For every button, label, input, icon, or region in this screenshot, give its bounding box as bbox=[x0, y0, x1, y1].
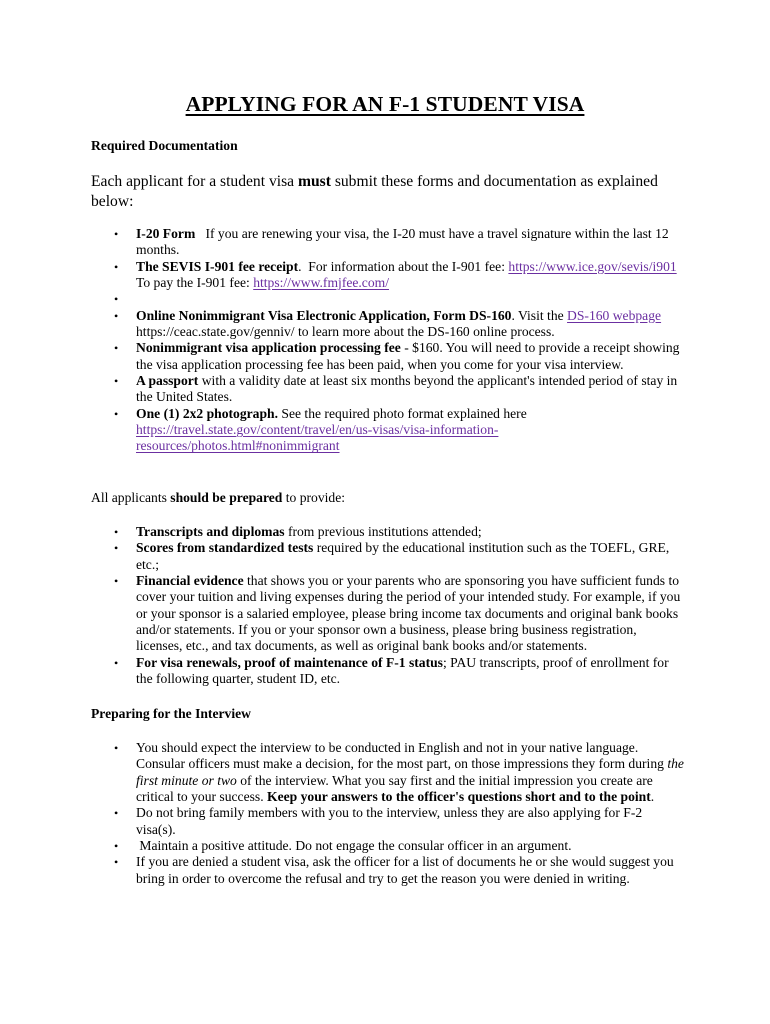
bullet: • bbox=[114, 292, 119, 307]
list-item-english bbox=[114, 740, 684, 805]
list-item-sevis bbox=[114, 258, 684, 292]
list-item-visa-denied bbox=[114, 854, 684, 887]
required-intro-text-2: submit these forms and documentation as explained below: bbox=[91, 173, 658, 210]
list-item-transcripts bbox=[114, 524, 684, 540]
bullet: • bbox=[114, 406, 119, 421]
list-item-ds160 bbox=[114, 307, 684, 341]
sevis-label: The SEVIS I-901 fee receipt bbox=[136, 258, 299, 274]
english-emphasis: Keep your answers to the officer's questions short and to the point bbox=[267, 789, 651, 805]
bullet: • bbox=[114, 227, 119, 241]
test-scores-text: required by the educational institution such as the TOEFL, GRE, etc.; bbox=[136, 540, 670, 572]
required-documentation-heading: Required Documentation bbox=[91, 138, 238, 153]
financial-evidence-text: that shows you or your parents who are sponsoring you have sufficient funds to cover your tuition and living expenses during the period of your intended study. For example, if you or your sponsor is a salaried employee, please bring income tax documents and original bank books and/or statements. If you or your sponsor own a business, please bring business registration, licenses, etc., and tax documents, as well as original bank books and/or statements. bbox=[136, 573, 681, 654]
transcripts-text: from previous institutions attended; bbox=[284, 524, 482, 539]
prepared-intro-emphasis: should be prepared bbox=[170, 490, 283, 505]
list-item-positive-attitude bbox=[114, 838, 684, 854]
list-item-empty bbox=[114, 291, 684, 307]
bullet: • bbox=[114, 374, 119, 389]
i20-text: If you are renewing your visa, the I-20 must have a travel signature within the last 12 months. bbox=[136, 226, 673, 258]
list-item-photograph bbox=[114, 405, 684, 455]
list-item-i20 bbox=[114, 226, 684, 259]
processing-fee-text: - $160. You will need to provide a receipt showing the visa application processing fee has been paid, when you come for your visa interview. bbox=[136, 340, 680, 372]
english-italic: the first minute or two bbox=[136, 756, 684, 788]
list-item-financial-evidence bbox=[114, 573, 684, 655]
list-item-visa-renewals bbox=[114, 654, 684, 688]
bullet: • bbox=[114, 341, 119, 356]
bullet: • bbox=[114, 574, 119, 589]
prepare-to-provide-list bbox=[114, 524, 684, 687]
list-item-family-members bbox=[114, 805, 684, 838]
passport-text: with a validity date at least six months beyond the applicant's intended period of stay in the United States. bbox=[136, 373, 678, 405]
sevis-i901-link[interactable]: https://www.ice.gov/sevis/i901 bbox=[508, 258, 677, 274]
english-text-1: You should expect the interview to be conducted in English and not in your native language. Consular officers must make a decision, for the most part, on those impressions they form during bbox=[136, 740, 668, 772]
ds160-text: . Visit the bbox=[511, 307, 568, 323]
test-scores-label: Scores from standardized tests bbox=[136, 540, 314, 556]
required-intro bbox=[91, 172, 676, 211]
bullet: • bbox=[114, 855, 119, 870]
english-text-2: of the interview. What you say first and the initial impression you create are critical to your success. bbox=[136, 772, 653, 805]
bullet: • bbox=[114, 806, 119, 821]
visa-renewals-label: For visa renewals, proof of maintenance of F-1 status bbox=[136, 654, 443, 670]
bullet: • bbox=[114, 259, 119, 274]
english-text-3: . bbox=[650, 789, 655, 805]
required-documents-list bbox=[114, 226, 684, 455]
bullet: • bbox=[114, 839, 119, 854]
bullet: • bbox=[114, 541, 119, 556]
sevis-text: . For information about the I-901 fee: bbox=[298, 258, 509, 274]
photograph-text: See the required photo format explained here bbox=[278, 405, 527, 421]
prepared-intro-text-2: to provide: bbox=[282, 490, 346, 505]
prepared-intro-text-1: All applicants bbox=[91, 490, 171, 505]
processing-fee-label: Nonimmigrant visa application processing fee bbox=[136, 340, 401, 356]
passport-label: A passport bbox=[136, 373, 199, 389]
photograph-label: One (1) 2x2 photograph. bbox=[136, 405, 278, 421]
page-title: APPLYING FOR AN F-1 STUDENT VISA bbox=[185, 92, 585, 116]
interview-tips-list bbox=[114, 740, 684, 887]
required-intro-emphasis: must bbox=[297, 173, 331, 190]
bullet: • bbox=[114, 525, 119, 539]
financial-evidence-label: Financial evidence bbox=[136, 573, 244, 589]
i20-label: I-20 Form bbox=[136, 226, 196, 241]
list-item-test-scores bbox=[114, 540, 684, 573]
photo-requirements-link[interactable]: https://travel.state.gov/content/travel/en/us-visas/visa-information- resources/photos.html#nonimmigrant bbox=[136, 422, 499, 454]
bullet: • bbox=[114, 741, 119, 755]
visa-denied-text: If you are denied a student visa, ask the officer for a list of documents he or she would suggest you bring in order to overcome the refusal and try to get the reason you were denied in writing. bbox=[136, 854, 674, 886]
positive-attitude-text: Maintain a positive attitude. Do not engage the consular officer in an argument. bbox=[136, 838, 572, 854]
sevis-pay-text: To pay the I-901 fee: bbox=[136, 258, 684, 291]
bullet: • bbox=[114, 308, 119, 323]
required-intro-text-1: Each applicant for a student visa bbox=[91, 173, 298, 190]
ds160-webpage-link[interactable]: DS-160 webpage bbox=[567, 307, 662, 323]
preparing-for-interview-heading: Preparing for the Interview bbox=[91, 706, 251, 721]
bullet: • bbox=[114, 655, 119, 670]
family-members-text: Do not bring family members with you to the interview, unless they are also applying for F-2 visa(s). bbox=[136, 805, 643, 837]
ds160-label: Online Nonimmigrant Visa Electronic Application, Form DS-160 bbox=[136, 307, 512, 323]
list-item-passport bbox=[114, 373, 684, 406]
prepared-intro bbox=[91, 490, 345, 506]
visa-renewals-text: ; PAU transcripts, proof of enrollment for the following quarter, student ID, etc. bbox=[136, 654, 669, 687]
fmjfee-link[interactable]: https://www.fmjfee.com/ bbox=[253, 275, 389, 291]
ds160-text-2: https://ceac.state.gov/genniv/ to learn more about the DS-160 online process. bbox=[136, 324, 555, 340]
transcripts-label: Transcripts and diplomas bbox=[136, 524, 285, 539]
list-item-processing-fee bbox=[114, 340, 684, 373]
